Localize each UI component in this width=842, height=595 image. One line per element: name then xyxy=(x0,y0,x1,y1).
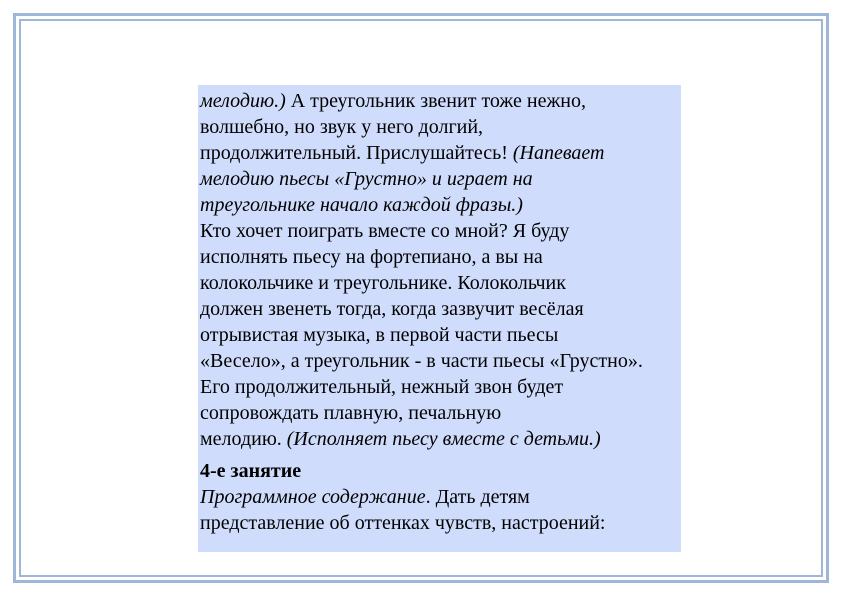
italic-remark: мелодию.) xyxy=(200,90,286,112)
italic-term: Программное содержание xyxy=(200,486,426,508)
paragraph-text: . Дать детям представление об оттенках чувств, настроений: xyxy=(200,486,606,534)
paragraph-text: А треугольник звенит тоже нежно, волшебно, но звук у него долгий, продолжительный. Прислушайтесь! xyxy=(200,90,586,164)
italic-remark: (Напевает мелодию пьесы «Грустно» и играет на треугольнике начало каждой фразы.) xyxy=(200,142,605,216)
italic-remark: (Исполняет пьесу вместе с детьми.) xyxy=(286,428,601,450)
lesson-heading: 4-е занятие xyxy=(200,460,302,482)
paragraph-text: Кто хочет поиграть вместе со мной? Я буду исполнять пьесу на фортепиано, а вы на колокольчике и треугольнике. Колокольчик должен звенеть тогда, когда зазвучит весёлая отрывистая музыка, в первой части пьесы «Весело», а треугольник - в части пьесы «Грустно». Его продолжительный, нежный звон будет сопровождать плавную, печальную мелодию. xyxy=(200,220,643,450)
paragraph-program xyxy=(200,484,681,536)
text-block xyxy=(198,85,681,552)
paragraph-triangle xyxy=(200,88,681,218)
paragraph-play-together xyxy=(200,218,681,452)
